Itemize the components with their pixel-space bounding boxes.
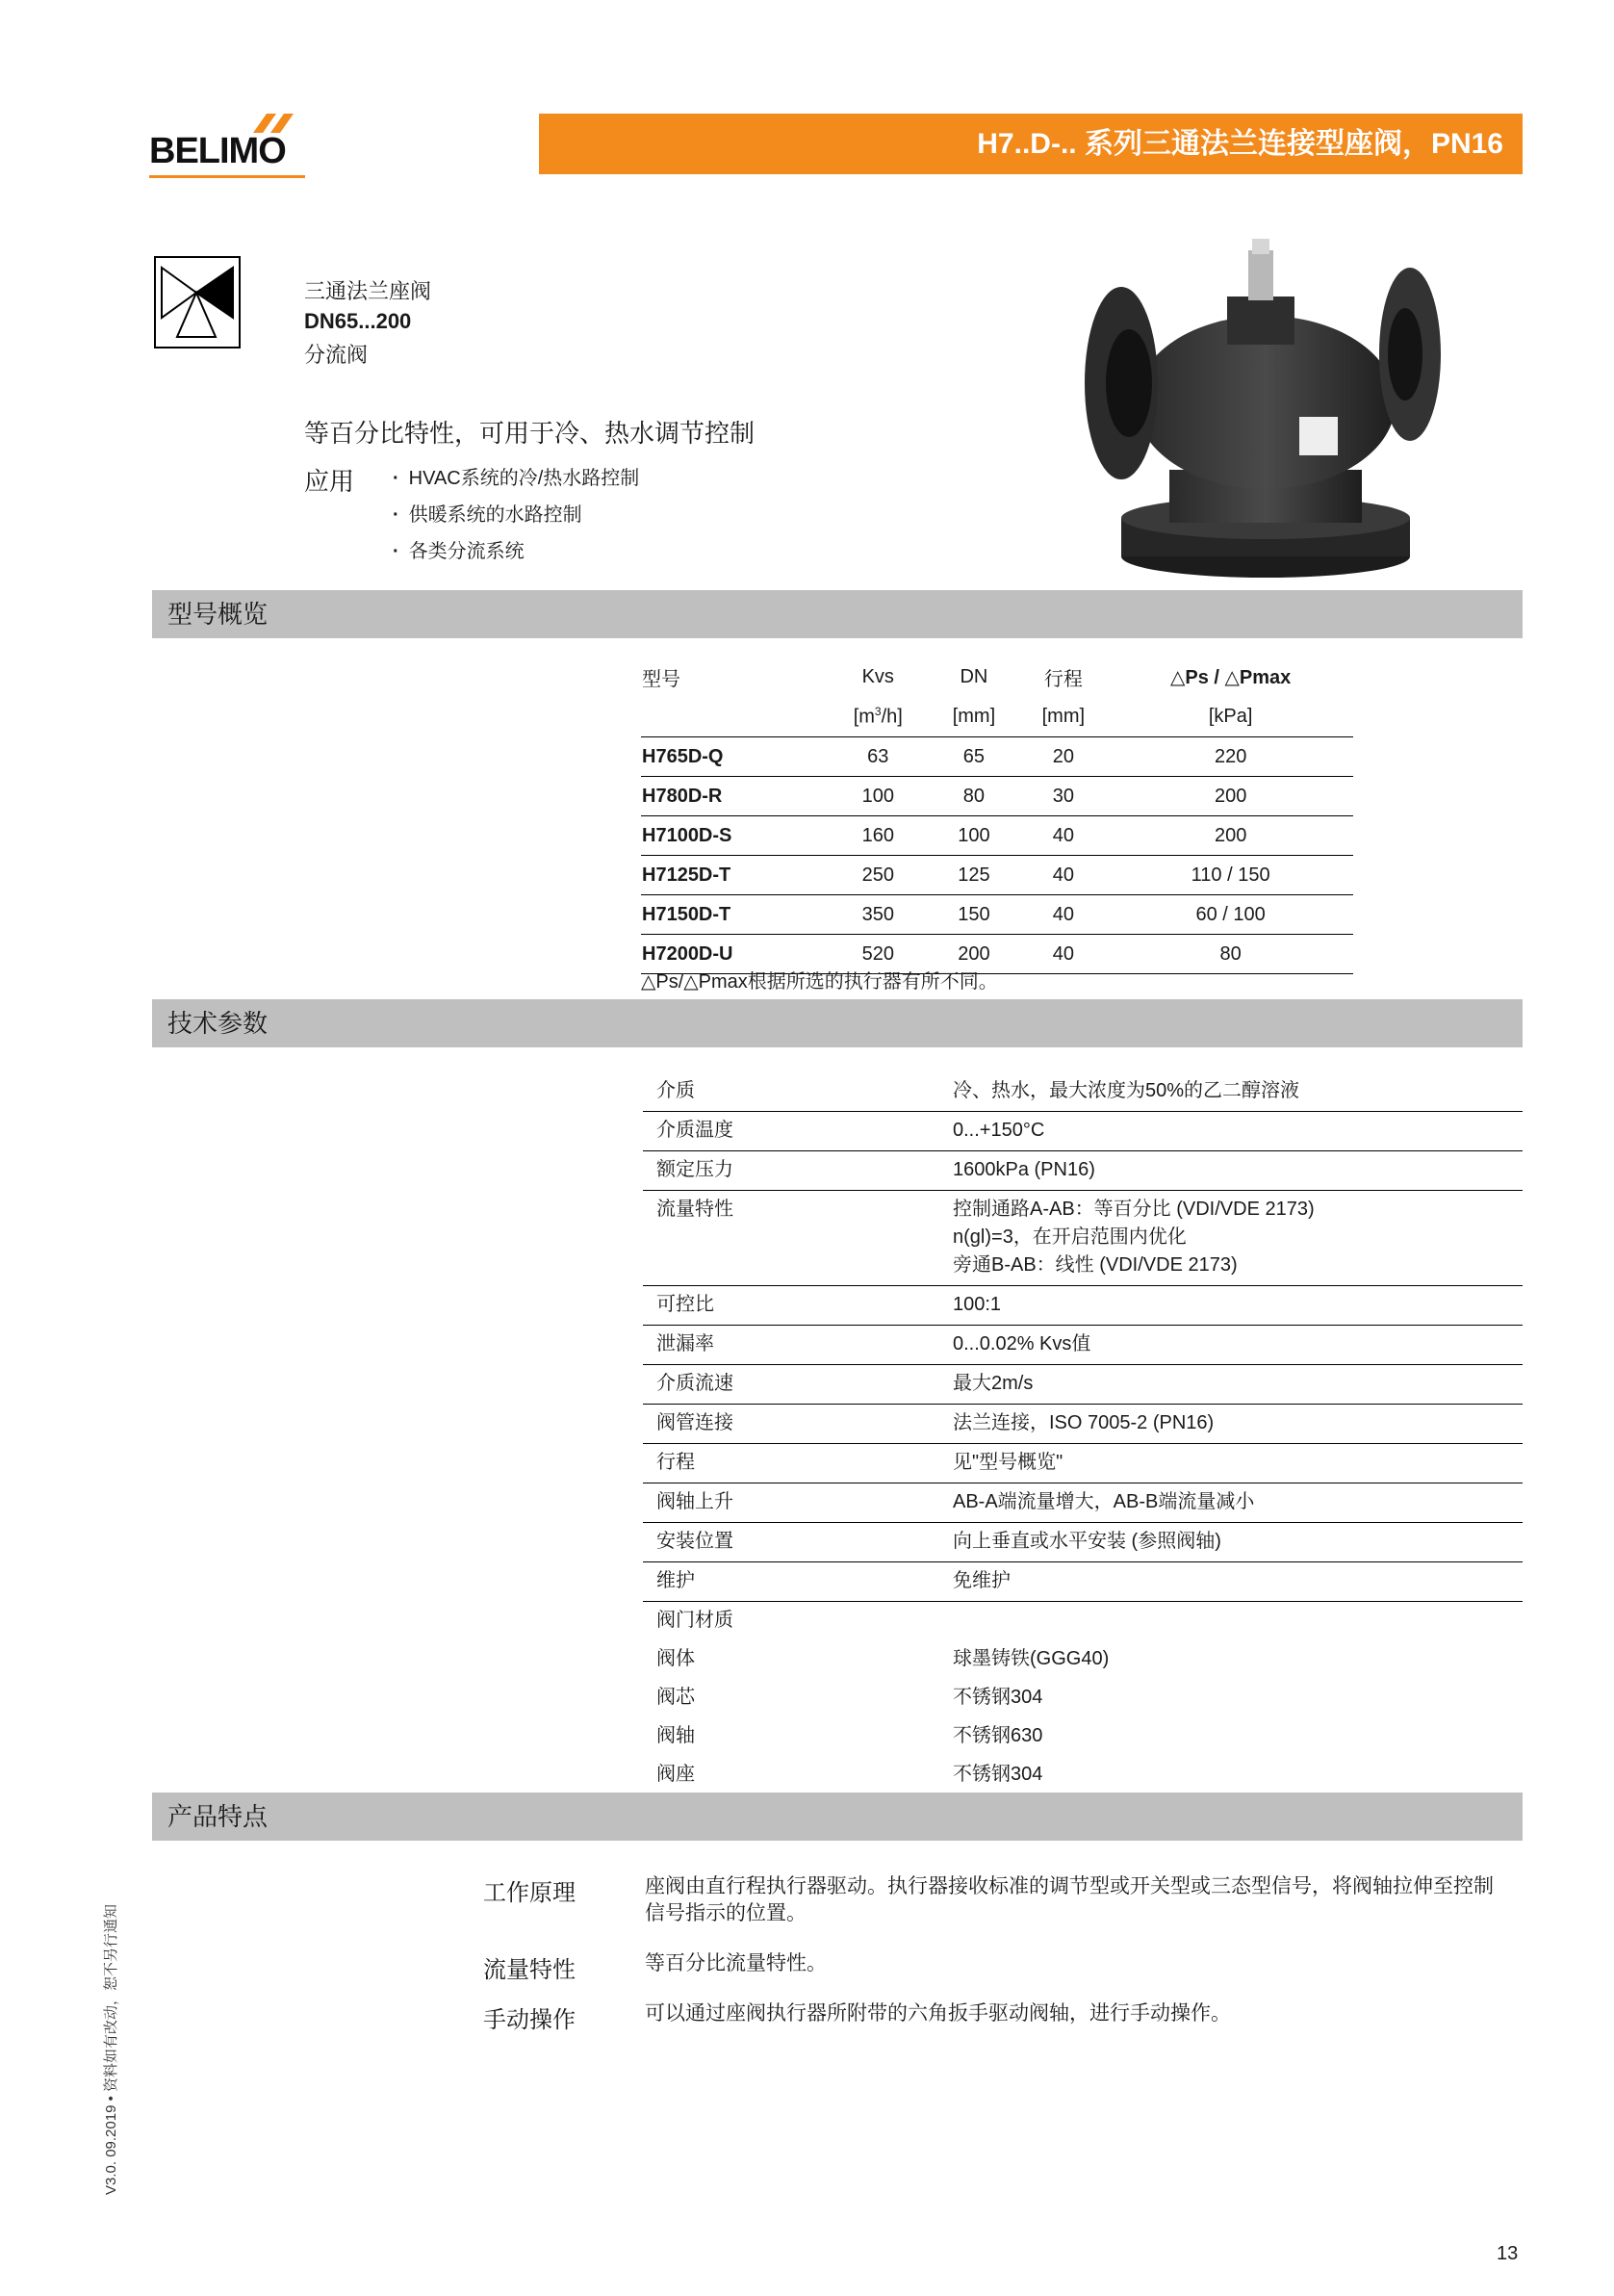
side-version-note: V3.0. 09.2019 • 资料如有改动，恕不另行通知	[103, 1903, 119, 2195]
table-row	[643, 1444, 1523, 1483]
page-title: H7..D-.. 系列三通法兰连接型座阀，PN16	[539, 114, 1523, 174]
cell: 40	[1018, 856, 1108, 895]
table-row	[643, 1717, 1523, 1756]
list-item: · 各类分流系统	[393, 533, 639, 570]
cell: 100	[929, 816, 1018, 856]
cell: 63	[827, 737, 929, 777]
table-row	[643, 1191, 1523, 1286]
cell: 80	[929, 777, 1018, 816]
table-row	[643, 1679, 1523, 1717]
table-row	[643, 1326, 1523, 1365]
cell: 40	[1018, 935, 1108, 974]
col-header: 型号	[642, 668, 680, 690]
col-header: △Ps / △Pmax	[1170, 666, 1292, 688]
cell: H7150D-T	[641, 895, 827, 935]
table-row	[641, 737, 1353, 777]
section-features: 产品特点	[152, 1793, 1523, 1841]
valve-symbol-icon	[154, 256, 241, 348]
page-number: 13	[1497, 2243, 1519, 2264]
cell: 30	[1018, 777, 1108, 816]
product-size-range: DN65...200	[304, 309, 412, 333]
cell: 110 / 150	[1108, 856, 1353, 895]
logo-flame-icon	[253, 112, 311, 133]
application-label: 应用	[304, 467, 355, 496]
cell: 40	[1018, 895, 1108, 935]
param-value: 0...+150°C	[953, 1120, 1045, 1141]
param-value: 见"型号概览"	[953, 1452, 1063, 1473]
param-value-line: 旁通B-AB：线性 (VDI/VDE 2173)	[953, 1254, 1238, 1276]
cell: 200	[1108, 816, 1353, 856]
param-value: 不锈钢304	[953, 1764, 1043, 1785]
param-name: 可控比	[656, 1294, 714, 1315]
param-value: 球墨铸铁(GGG40)	[953, 1648, 1110, 1669]
cell: 200	[929, 935, 1018, 974]
cell: 20	[1018, 737, 1108, 777]
cell: 60 / 100	[1108, 895, 1353, 935]
table-row	[643, 1112, 1523, 1151]
param-name: 阀芯	[656, 1687, 695, 1708]
table-row	[641, 856, 1353, 895]
cell: 200	[1108, 777, 1353, 816]
cell: 160	[827, 816, 929, 856]
col-unit: [mm]	[1018, 696, 1108, 737]
col-unit	[641, 696, 827, 737]
table-row	[641, 816, 1353, 856]
col-unit: [kPa]	[1108, 696, 1353, 737]
section-tech: 技术参数	[152, 999, 1523, 1047]
param-name: 安装位置	[656, 1531, 733, 1552]
cell: 220	[1108, 737, 1353, 777]
param-value: 法兰连接，ISO 7005-2 (PN16)	[953, 1412, 1215, 1433]
tech-table	[643, 1072, 1523, 1834]
feature-label-manual: 手动操作	[483, 2007, 576, 2033]
model-table-note: △Ps/△Pmax根据所选的执行器有所不同。	[641, 971, 998, 993]
param-name: 阀管连接	[656, 1412, 733, 1433]
param-name: 介质流速	[656, 1373, 733, 1394]
cell: H7200D-U	[641, 935, 827, 974]
col-header: DN	[960, 665, 988, 687]
col-header: Kvs	[861, 665, 894, 687]
param-name: 阀体	[656, 1648, 695, 1669]
param-name: 阀轴上升	[656, 1491, 733, 1512]
cell: H780D-R	[641, 777, 827, 816]
product-headline: 等百分比特性，可用于冷、热水调节控制	[304, 419, 756, 448]
table-row	[643, 1640, 1523, 1679]
feature-text-working: 座阀由直行程执行器驱动。执行器接收标准的调节型或开关型或三态型信号，将阀轴拉伸至控制信号指示的位置。	[645, 1875, 1494, 1924]
table-row	[643, 1365, 1523, 1405]
table-row	[641, 777, 1353, 816]
table-row	[643, 1286, 1523, 1326]
col-unit: $[m^3/h]$	[827, 696, 929, 737]
belimo-logo	[149, 112, 313, 181]
cell: H7125D-T	[641, 856, 827, 895]
cell: 250	[827, 856, 929, 895]
param-value: 不锈钢630	[953, 1725, 1043, 1746]
feature-label-flow: 流量特性	[483, 1957, 576, 1983]
param-name: 泄漏率	[656, 1333, 714, 1354]
cell: 80	[1108, 935, 1353, 974]
valve-photo	[1073, 239, 1458, 585]
param-value: 向上垂直或水平安装 (参照阀轴)	[953, 1531, 1221, 1552]
param-value: 最大2m/s	[953, 1373, 1034, 1394]
param-value: 100:1	[953, 1294, 1002, 1315]
table-row	[641, 895, 1353, 935]
col-unit: [mm]	[929, 696, 1018, 737]
param-value-line: n(gl)=3，在开启范围内优化	[953, 1226, 1187, 1248]
param-name: 介质	[656, 1080, 695, 1101]
table-row	[643, 1151, 1523, 1191]
param-value-line: 控制通路A-AB：等百分比 (VDI/VDE 2173)	[953, 1199, 1315, 1220]
table-row	[643, 1756, 1523, 1794]
param-name: 阀轴	[656, 1725, 695, 1746]
param-value: 0...0.02% Kvs值	[953, 1333, 1091, 1354]
param-value	[953, 1196, 1523, 1279]
section-models: 型号概览	[152, 590, 1523, 638]
param-name: 流量特性	[656, 1199, 733, 1220]
list-item: · 供暖系统的水路控制	[393, 497, 639, 533]
param-value: 免维护	[953, 1570, 1011, 1591]
logo-text: BELIMO	[149, 131, 286, 171]
param-name: 阀门材质	[656, 1610, 733, 1631]
table-row	[643, 1562, 1523, 1602]
cell: 520	[827, 935, 929, 974]
cell: 65	[929, 737, 1018, 777]
param-value: 不锈钢304	[953, 1687, 1043, 1708]
cell: H7100D-S	[641, 816, 827, 856]
feature-text-manual: 可以通过座阀执行器所附带的六角扳手驱动阀轴，进行手动操作。	[645, 2002, 1231, 2025]
table-row	[643, 1523, 1523, 1562]
product-type: 三通法兰座阀	[304, 279, 432, 303]
table-row	[643, 1072, 1523, 1112]
param-name: 维护	[656, 1570, 695, 1591]
param-name: 额定压力	[656, 1159, 733, 1180]
table-row	[643, 1483, 1523, 1523]
param-name: 行程	[656, 1452, 695, 1473]
param-value: AB-A端流量增大，AB-B端流量减小	[953, 1491, 1255, 1512]
cell: 150	[929, 895, 1018, 935]
cell: 100	[827, 777, 929, 816]
feature-text-flow: 等百分比流量特性。	[645, 1952, 827, 1974]
application-list	[393, 460, 639, 570]
product-subtype: 分流阀	[304, 343, 369, 367]
param-value: 1600kPa (PN16)	[953, 1159, 1095, 1180]
cell: 125	[929, 856, 1018, 895]
model-table	[641, 658, 1353, 974]
logo-underline	[149, 175, 305, 178]
param-name: 介质温度	[656, 1120, 733, 1141]
list-item: · HVAC系统的冷/热水路控制	[393, 460, 639, 497]
param-value: 冷、热水，最大浓度为50%的乙二醇溶液	[953, 1080, 1300, 1101]
col-header: 行程	[1043, 668, 1083, 690]
cell: H765D-Q	[641, 737, 827, 777]
param-name: 阀座	[656, 1764, 695, 1785]
table-row	[643, 1405, 1523, 1444]
feature-label-working: 工作原理	[483, 1880, 576, 1906]
table-row	[643, 1602, 1523, 1640]
cell: 40	[1018, 816, 1108, 856]
cell: 350	[827, 895, 929, 935]
param-value	[953, 1607, 1523, 1635]
